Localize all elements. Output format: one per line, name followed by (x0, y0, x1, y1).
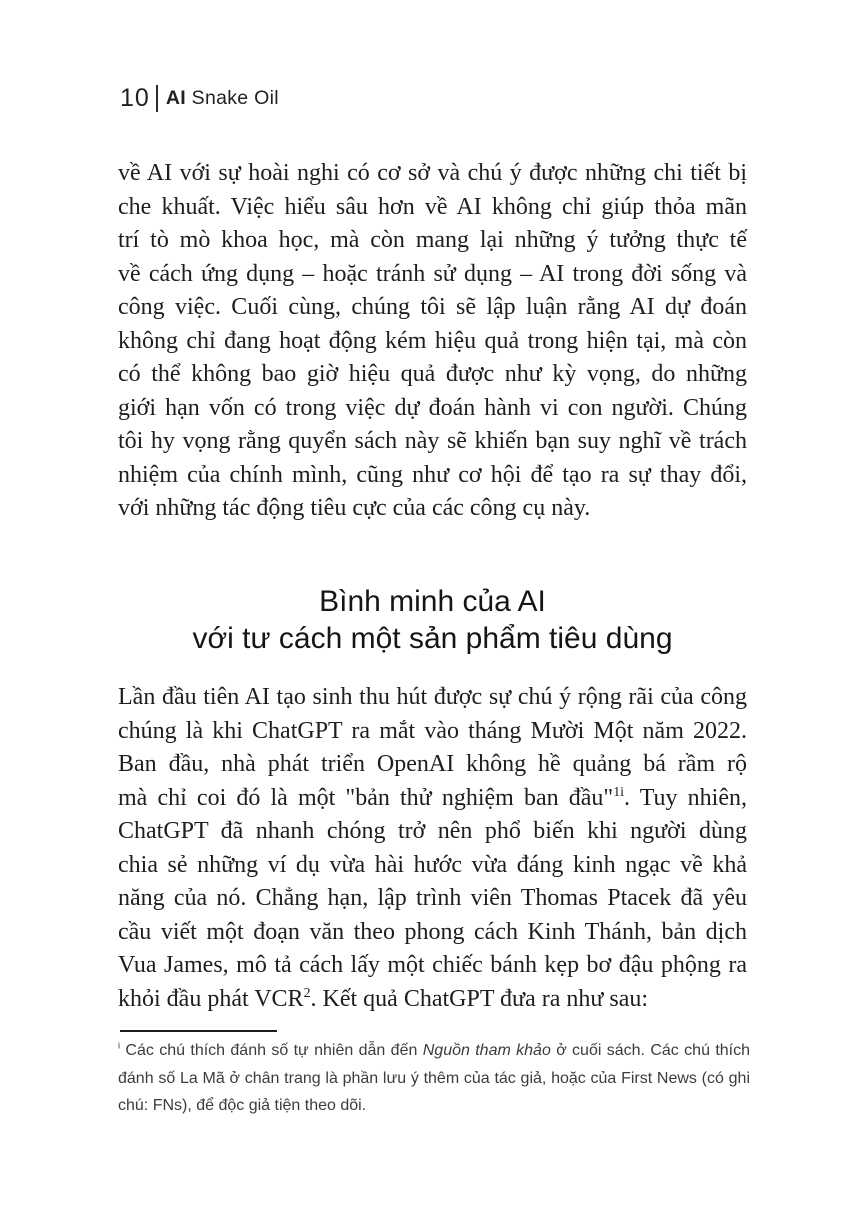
header-divider (156, 85, 158, 112)
body-paragraph-2 (118, 681, 747, 1016)
text-line: che khuất. Việc hiểu sâu hơn về AI không chỉ giúp thỏa mãn (118, 193, 747, 220)
text-line: với những tác động tiêu cực của các công cụ này. (118, 495, 591, 521)
text-line: đánh số La Mã ở chân trang là phần lưu ý thêm của tác giả, hoặc của First News (có ghi (118, 1069, 750, 1087)
text-line: chúng là khi ChatGPT ra mắt vào tháng Mười Một năm 2022. (118, 717, 747, 744)
section-heading (118, 583, 747, 657)
book-title (166, 87, 279, 110)
text-line: tôi hy vọng rằng quyển sách này sẽ khiến bạn suy nghĩ về trách (118, 428, 747, 454)
text-line: công việc. Cuối cùng, chúng tôi sẽ lập luận rằng AI dự đoán (118, 294, 747, 320)
section-heading-line-2: với tư cách một sản phẩm tiêu dùng (192, 622, 673, 655)
text-line: Lần đầu tiên AI tạo sinh thu hút được sự chú ý rộng rãi của công (118, 684, 747, 710)
text-line: về cách ứng dụng – hoặc tránh sử dụng – AI trong đời sống và (118, 260, 747, 287)
text-line: cầu viết một đoạn văn theo phong cách Kinh Thánh, bản dịch (118, 918, 747, 945)
section-heading-line-1: Bình minh của AI (319, 585, 546, 618)
text-line: trí tò mò khoa học, mà còn mang lại những ý tưởng thực tế (118, 227, 747, 253)
book-title-strong: AI (165, 87, 186, 109)
text-line: $^i$ Các chú thích đánh số tự nhiên dẫn đến Nguồn tham khảo ở cuối sách. Các chú thích (118, 1040, 751, 1059)
text-line: ChatGPT đã nhanh chóng trở nên phổ biến khi người dùng (118, 818, 747, 844)
text-line: khỏi đầu phát VCR$^2$. Kết quả ChatGPT đưa ra như sau: (118, 985, 649, 1012)
text-line: có thể không bao giờ hiệu quả được như kỳ vọng, do những (118, 361, 747, 387)
book-title-rest: Snake Oil (185, 87, 279, 109)
text-line: chú: FNs), để độc giả tiện theo dõi. (118, 1097, 367, 1114)
text-line: về AI với sự hoài nghi có cơ sở và chú ý được những chi tiết bị (118, 160, 747, 186)
text-line: Vua James, mô tả cách lấy một chiếc bánh kẹp bơ đậu phộng ra (118, 952, 747, 978)
footnote (118, 1037, 750, 1120)
body-paragraph-1 (118, 157, 747, 526)
text-line: năng của nó. Chẳng hạn, lập trình viên Thomas Ptacek đã yêu (118, 885, 747, 911)
text-line: không chỉ đang hoạt động kém hiệu quả trong hiện tại, mà còn (118, 327, 747, 354)
footnote-rule (120, 1030, 277, 1032)
text-line: mà chỉ coi đó là một "bản thử nghiệm ban đầu"$^{1i}$. Tuy nhiên, (118, 784, 747, 811)
page-number: 10 (120, 84, 150, 112)
text-line: giới hạn vốn có trong việc dự đoán hành vi con người. Chúng (118, 394, 747, 421)
text-line: Ban đầu, nhà phát triển OpenAI không hề quảng bá rầm rộ (118, 751, 747, 777)
page-header (120, 84, 279, 113)
text-line: nhiệm của chính mình, cũng như cơ hội để tạo ra sự thay đổi, (118, 461, 747, 488)
text-line: chia sẻ những ví dụ vừa hài hước vừa đáng kinh ngạc về khả (118, 851, 747, 878)
